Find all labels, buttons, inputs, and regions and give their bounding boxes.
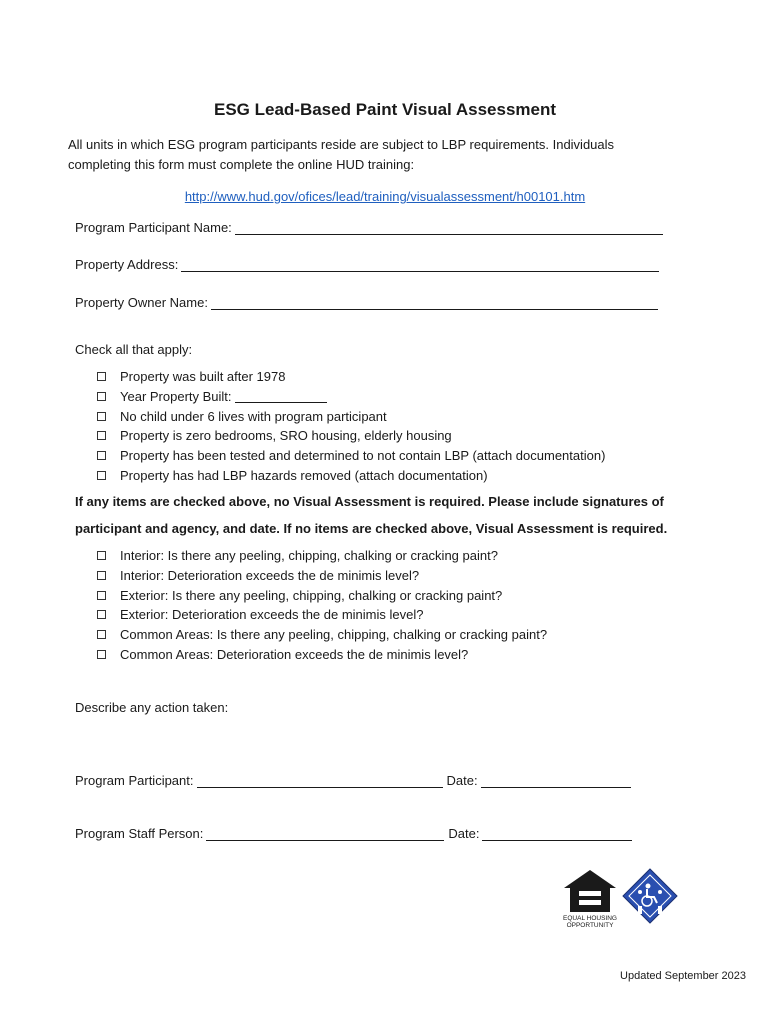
property-address-label: Property Address: — [75, 257, 179, 272]
staff-date-label: Date: — [448, 826, 480, 841]
participant-signature-label: Program Participant: — [75, 773, 194, 788]
participant-name-label: Program Participant Name: — [75, 220, 232, 235]
page-title: ESG Lead-Based Paint Visual Assessment — [213, 100, 557, 119]
participant-date-label: Date: — [446, 773, 478, 788]
list-item[interactable]: Common Areas: Is there any peeling, chipping, chalking or cracking paint? — [97, 625, 547, 645]
checkbox[interactable] — [97, 412, 106, 421]
staff-date-line[interactable] — [482, 828, 632, 841]
owner-name-field[interactable] — [75, 295, 658, 310]
participant-name-line[interactable] — [235, 222, 663, 235]
staff-signature-label: Program Staff Person: — [75, 826, 204, 841]
owner-name-label: Property Owner Name: — [75, 295, 208, 310]
notice-line-1: If any items are checked above, no Visual Assessment is required. Please include signatures of — [75, 494, 664, 509]
checkbox[interactable] — [97, 451, 106, 460]
checkbox[interactable] — [97, 630, 106, 639]
staff-signature-line[interactable] — [206, 828, 444, 841]
list-item[interactable]: No child under 6 lives with program participant — [97, 406, 605, 426]
participant-signature-field[interactable] — [75, 773, 631, 788]
list-item[interactable]: Interior: Deterioration exceeds the de minimis level? — [97, 566, 547, 586]
owner-name-line[interactable] — [211, 297, 658, 310]
checkbox[interactable] — [97, 431, 106, 440]
participant-date-line[interactable] — [481, 775, 631, 788]
intro-line-1: All units in which ESG program participants reside are subject to LBP requirements. Individuals — [68, 137, 615, 152]
checklist-exemptions — [97, 367, 605, 485]
property-address-line[interactable] — [181, 259, 659, 272]
list-item[interactable]: Property is zero bedrooms, SRO housing, elderly housing — [97, 426, 605, 446]
list-item[interactable]: Exterior: Is there any peeling, chipping, chalking or cracking paint? — [97, 585, 547, 605]
checkbox[interactable] — [97, 571, 106, 580]
checkbox[interactable] — [97, 591, 106, 600]
checkbox[interactable] — [97, 471, 106, 480]
list-item[interactable]: Property has been tested and determined to not contain LBP (attach documentation) — [97, 446, 605, 466]
svg-text:EQUAL HOUSING: EQUAL HOUSING — [563, 915, 617, 922]
participant-signature-line[interactable] — [197, 775, 443, 788]
action-label: Describe any action taken: — [75, 700, 229, 715]
list-item[interactable]: Common Areas: Deterioration exceeds the de minimis level? — [97, 644, 547, 664]
checkbox[interactable] — [97, 551, 106, 560]
updated-footer: Updated September 2023 — [620, 970, 746, 982]
checkbox[interactable] — [97, 610, 106, 619]
participant-name-field[interactable] — [75, 220, 663, 235]
year-built-line[interactable] — [235, 390, 327, 403]
equal-housing-logo — [562, 868, 618, 933]
list-item[interactable]: Interior: Is there any peeling, chipping, chalking or cracking paint? — [97, 546, 547, 566]
checkbox[interactable] — [97, 372, 106, 381]
intro-line-2: completing this form must complete the online HUD training: — [68, 157, 415, 172]
checkbox[interactable] — [97, 650, 106, 659]
property-address-field[interactable] — [75, 257, 659, 272]
checklist-assessment — [97, 546, 547, 664]
list-item[interactable]: Property was built after 1978 — [97, 367, 605, 387]
checkbox[interactable] — [97, 392, 106, 401]
hud-training-link[interactable]: http://www.hud.gov/ofices/lead/training/visualassessment/h00101.htm — [184, 189, 586, 204]
svg-text:OPPORTUNITY: OPPORTUNITY — [566, 922, 614, 928]
check-header: Check all that apply: — [75, 342, 193, 357]
notice-line-2: participant and agency, and date. If no items are checked above, Visual Assessment is required. — [75, 521, 668, 536]
list-item[interactable]: Year Property Built: — [97, 387, 605, 407]
staff-signature-field[interactable] — [75, 826, 632, 841]
list-item[interactable]: Exterior: Deterioration exceeds the de minimis level? — [97, 605, 547, 625]
accessibility-emblem — [622, 868, 678, 929]
list-item[interactable]: Property has had LBP hazards removed (attach documentation) — [97, 465, 605, 485]
